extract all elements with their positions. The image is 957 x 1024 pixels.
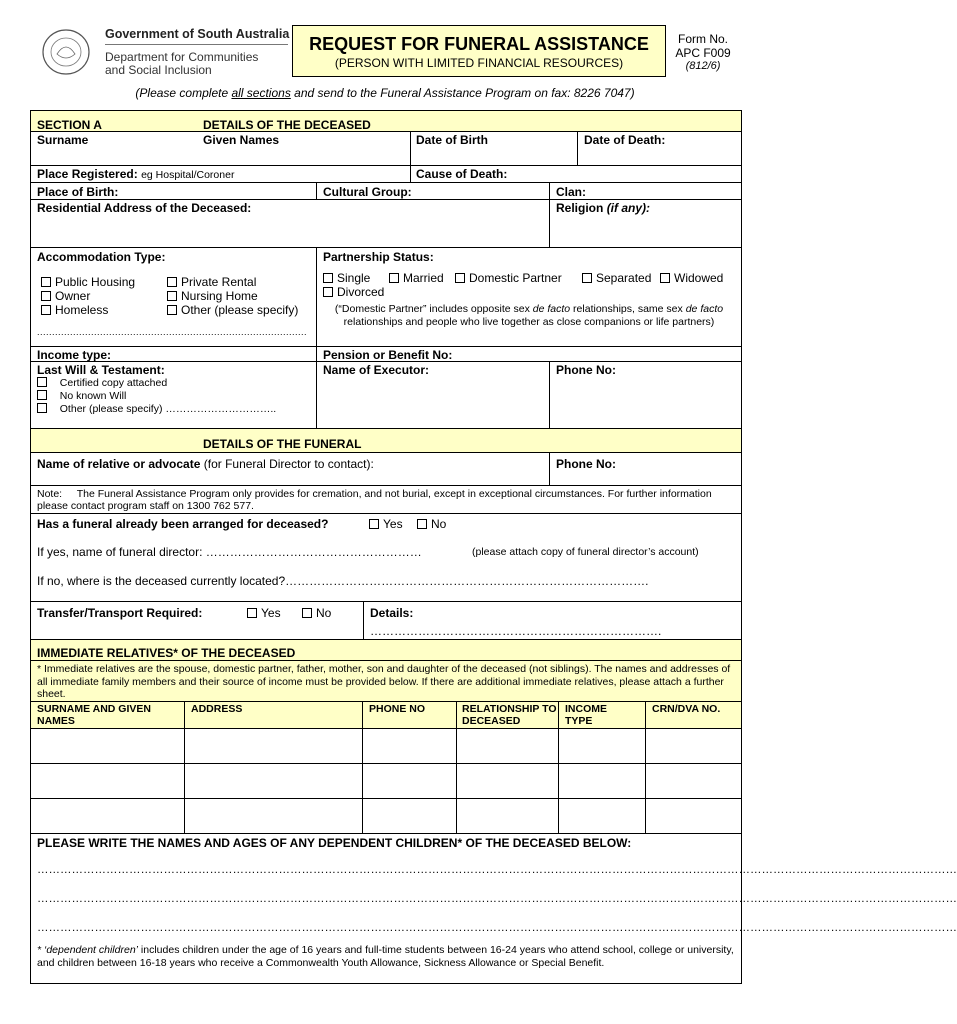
deceased-location-field[interactable]: If no, where is the deceased currently located?………………………………………………………………………………. xyxy=(37,574,649,588)
accommodation-homeless[interactable]: Homeless xyxy=(41,303,108,317)
title-box xyxy=(292,25,666,77)
clan-label: Clan: xyxy=(556,185,586,199)
executor-label: Name of Executor: xyxy=(323,363,430,377)
partnership-separated[interactable]: Separated xyxy=(582,271,651,285)
accommodation-public-housing[interactable]: Public Housing xyxy=(41,275,135,289)
will-certified-copy[interactable]: Certified copy attached xyxy=(37,377,167,389)
table-row[interactable] xyxy=(31,764,741,798)
place-registered: Place Registered: eg Hospital/Coroner xyxy=(37,167,235,181)
gov-name: Government of South Australia xyxy=(105,27,290,41)
children-heading: PLEASE WRITE THE NAMES AND AGES OF ANY DEPENDENT CHILDREN* OF THE DECEASED BELOW: xyxy=(37,836,632,850)
relatives-heading: IMMEDIATE RELATIVES* OF THE DECEASED xyxy=(37,646,296,660)
table-row[interactable] xyxy=(31,729,741,763)
transfer-label: Transfer/Transport Required: xyxy=(37,606,203,620)
partnership-single[interactable]: Single xyxy=(323,271,370,285)
domestic-partner-note: (“Domestic Partner” includes opposite sex de facto relationships, same sex de facto relationships and people who live together as close companions or life partners) xyxy=(334,303,724,328)
accommodation-nursing-home[interactable]: Nursing Home xyxy=(167,289,258,303)
government-logo xyxy=(40,27,100,77)
transfer-details-field[interactable]: ………………………………………………………………. xyxy=(370,624,662,638)
place-of-birth-label: Place of Birth: xyxy=(37,185,119,199)
col-address: ADDRESS xyxy=(191,703,243,715)
checkbox-icon xyxy=(37,377,47,387)
checkbox-icon xyxy=(37,390,47,400)
checkbox-icon xyxy=(247,608,257,618)
checkbox-icon xyxy=(582,273,592,283)
dept-line-1: Department for Communities xyxy=(105,50,259,64)
pension-label: Pension or Benefit No: xyxy=(323,348,453,362)
accommodation-other[interactable]: Other (please specify) xyxy=(167,303,298,317)
checkbox-icon xyxy=(41,291,51,301)
will-none[interactable]: No known Will xyxy=(37,390,126,402)
checkbox-icon xyxy=(167,305,177,315)
checkbox-icon xyxy=(41,305,51,315)
funeral-phone-label: Phone No: xyxy=(556,457,616,471)
col-income: INCOME TYPE xyxy=(565,703,607,727)
checkbox-icon xyxy=(302,608,312,618)
funeral-heading: DETAILS OF THE FUNERAL xyxy=(203,437,362,451)
transfer-no[interactable]: No xyxy=(302,606,331,620)
partnership-widowed[interactable]: Widowed xyxy=(660,271,723,285)
funeral-director-field[interactable]: If yes, name of funeral director: ……………………………………………… xyxy=(37,545,422,559)
checkbox-icon xyxy=(455,273,465,283)
dept-line-2: and Social Inclusion xyxy=(105,63,212,77)
relative-advocate-label: Name of relative or advocate (for Funeral Director to contact): xyxy=(37,457,374,471)
funeral-arranged-question: Has a funeral already been arranged for deceased? xyxy=(37,517,329,531)
surname-label: Surname xyxy=(37,133,89,147)
instruction: (Please complete all sections and send to the Funeral Assistance Program on fax: 8226 7047) xyxy=(135,86,635,100)
checkbox-icon xyxy=(37,403,47,413)
seal-icon xyxy=(40,27,100,77)
form-code: APC F009 xyxy=(675,46,731,60)
will-other[interactable]: Other (please specify) ………………………….. xyxy=(37,403,276,415)
cultural-group-label: Cultural Group: xyxy=(323,185,412,199)
accommodation-other-dots: .......................................................................................... xyxy=(37,327,308,337)
checkbox-icon xyxy=(323,287,333,297)
form-no-label: Form No. xyxy=(677,32,728,46)
form-title: REQUEST FOR FUNERAL ASSISTANCE xyxy=(309,34,649,54)
form-subtitle: (PERSON WITH LIMITED FINANCIAL RESOURCES) xyxy=(334,56,624,70)
transfer-details-label: Details: xyxy=(370,606,414,620)
transfer-yes[interactable]: Yes xyxy=(247,606,281,620)
religion-label: Religion (if any): xyxy=(556,201,651,215)
accommodation-private-rental[interactable]: Private Rental xyxy=(167,275,256,289)
table-row[interactable] xyxy=(31,799,741,833)
surname-input-row[interactable] xyxy=(31,148,741,165)
income-type-label: Income type: xyxy=(37,348,112,362)
checkbox-icon xyxy=(41,277,51,287)
checkbox-icon xyxy=(417,519,427,529)
residential-address-label: Residential Address of the Deceased: xyxy=(37,201,252,215)
col-crn: CRN/DVA NO. xyxy=(652,703,721,715)
funeral-director-note: (please attach copy of funeral director’s account) xyxy=(472,546,699,558)
section-a-heading: DETAILS OF THE DECEASED xyxy=(203,118,371,132)
checkbox-icon xyxy=(323,273,333,283)
given-names-label: Given Names xyxy=(203,133,280,147)
relatives-note: * Immediate relatives are the spouse, domestic partner, father, mother, son and daughter of the deceased (not siblings). The names and addresses of all immediate family members and their source of income must be provided below. If there are additional immediate relatives, please attach a further sheet. xyxy=(37,663,731,700)
dod-label: Date of Death: xyxy=(584,133,666,147)
executor-phone-label: Phone No: xyxy=(556,363,616,377)
partnership-domestic[interactable]: Domestic Partner xyxy=(455,271,562,285)
partnership-label: Partnership Status: xyxy=(323,250,434,264)
checkbox-icon xyxy=(167,291,177,301)
accommodation-owner[interactable]: Owner xyxy=(41,289,90,303)
checkbox-icon xyxy=(389,273,399,283)
children-line-3[interactable]: …………………………………………………………………………………………………………………………………………………………………………………………………………………… xyxy=(37,922,957,934)
children-note: * ‘dependent children’ includes children under the age of 16 years and full-time students between 16-24 years who attend school, college or university, and children between 16-18 years who receive a Commonwealth Youth Allowance, Sickness Allowance or Special Benefit. xyxy=(37,944,734,969)
last-will-label: Last Will & Testament: xyxy=(37,363,165,377)
section-a-label: SECTION A xyxy=(37,118,102,132)
children-line-2[interactable]: …………………………………………………………………………………………………………………………………………………………………………………………………………………… xyxy=(37,893,957,905)
cause-of-death-label: Cause of Death: xyxy=(416,167,508,181)
checkbox-icon xyxy=(369,519,379,529)
col-relationship: RELATIONSHIP TO DECEASED xyxy=(462,703,557,727)
arranged-yes[interactable]: Yes xyxy=(369,517,403,531)
children-line-1[interactable]: …………………………………………………………………………………………………………………………………………………………………………………………………………………… xyxy=(37,864,957,876)
form-version: (812/6) xyxy=(685,60,721,72)
checkbox-icon xyxy=(167,277,177,287)
arranged-no[interactable]: No xyxy=(417,517,446,531)
accommodation-label: Accommodation Type: xyxy=(37,250,166,264)
dob-label: Date of Birth xyxy=(416,133,488,147)
funeral-note: Note: The Funeral Assistance Program only provides for cremation, and not burial, except in exceptional circumstances. For further information please contact program staff on 1300 762 577. xyxy=(37,488,712,512)
partnership-married[interactable]: Married xyxy=(389,271,444,285)
col-phone: PHONE NO xyxy=(369,703,426,715)
col-surname: SURNAME AND GIVEN NAMES xyxy=(37,703,151,727)
checkbox-icon xyxy=(660,273,670,283)
partnership-divorced[interactable]: Divorced xyxy=(323,285,384,299)
